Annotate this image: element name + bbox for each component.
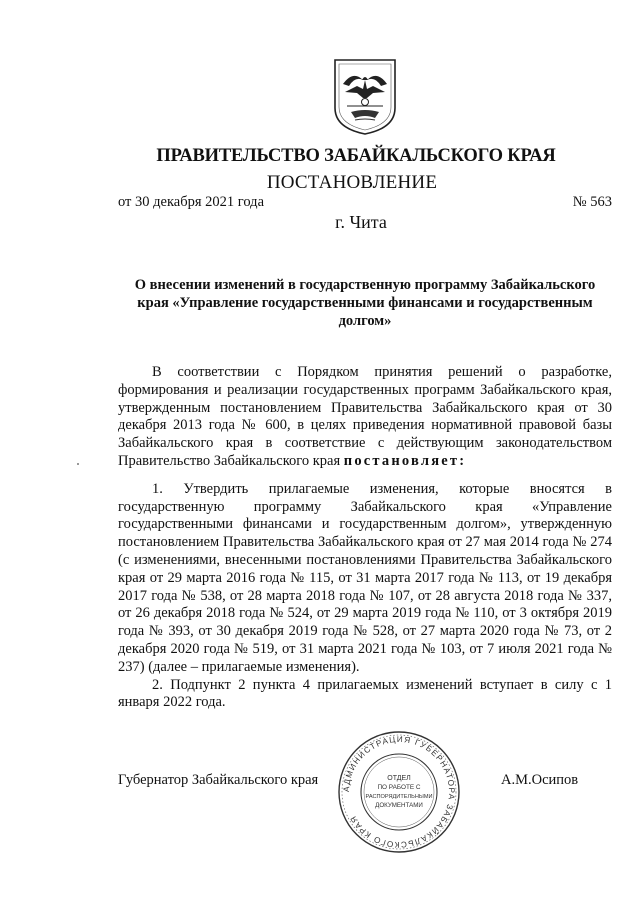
preamble-paragraph [118, 364, 612, 471]
seal-line-1: ОТДЕЛ [387, 775, 411, 782]
document-number: № 563 [572, 194, 612, 210]
coat-of-arms-icon [329, 56, 401, 136]
resolves-word: постановляет: [343, 452, 467, 469]
seal-ring-text: АДМИНИСТРАЦИЯ ГУБЕРНАТОРА ЗАБАЙКАЛЬСКОГО КРАЯ [341, 734, 457, 850]
government-name: ПРАВИТЕЛЬСТВО ЗАБАЙКАЛЬСКОГО КРАЯ [156, 146, 556, 166]
document-subject: О внесении изменений в государственную программу Забайкальского края «Управление государственными финансами и государственным долгом» [134, 277, 596, 329]
seal-line-2: ПО РАБОТЕ С [377, 784, 421, 791]
item-2-paragraph: 2. Подпункт 2 пункта 4 прилагаемых изменений вступает в силу с 1 января 2022 года. [118, 676, 612, 711]
seal-line-3: РАСПОРЯДИТЕЛЬНЫМИ [365, 794, 433, 800]
document-city: г. Чита [335, 212, 387, 232]
document-date: от 30 декабря 2021 года [118, 194, 264, 210]
signer-title: Губернатор Забайкальского края [118, 772, 319, 788]
document-body [118, 364, 612, 722]
document-type: ПОСТАНОВЛЕНИЕ [266, 172, 438, 193]
svg-text:АДМИНИСТРАЦИЯ ГУБЕРНАТОРА ЗАБА [342, 735, 456, 849]
official-seal-icon [333, 728, 465, 856]
signer-name: А.М.Осипов [501, 772, 579, 788]
scan-artifact [77, 463, 79, 465]
seal-line-4: ДОКУМЕНТАМИ [375, 802, 423, 809]
preamble-text: В соответствии с Порядком принятия решений о разработке, формирования и реализации государственных программ Забайкальского края, утвержденным постановлением Правительства Забайкальского края от 30 декабря 2013 года № 600, в целях приведения нормативной правовой базы Забайкальского края в соответствие с действующим законодательством Правительство Забайкальского края [118, 364, 612, 469]
item-1-paragraph: 1. Утвердить прилагаемые изменения, которые вносятся в государственную программу Забайкальского края «Управление государственными финансами и государственным долгом», утвержденную постановлением Правительства Забайкальского края от 27 мая 2014 года № 274 (с изменениями, внесенными постановлениями Правительства Забайкальского края от 29 марта 2016 года № 115, от 31 марта 2017 года № 113, от 19 декабря 2017 года № 538, от 28 марта 2018 года № 107, от 28 августа 2018 года № 337, от 26 декабря 2018 года № 524, от 29 марта 2019 года № 110, от 3 октября 2019 года № 393, от 30 декабря 2019 года № 528, от 27 марта 2020 года № 73, от 2 декабря 2020 года № 519, от 31 марта 2021 года № 103, от 7 июля 2021 года № 237) (далее – прилагаемые изменения). [118, 480, 612, 675]
